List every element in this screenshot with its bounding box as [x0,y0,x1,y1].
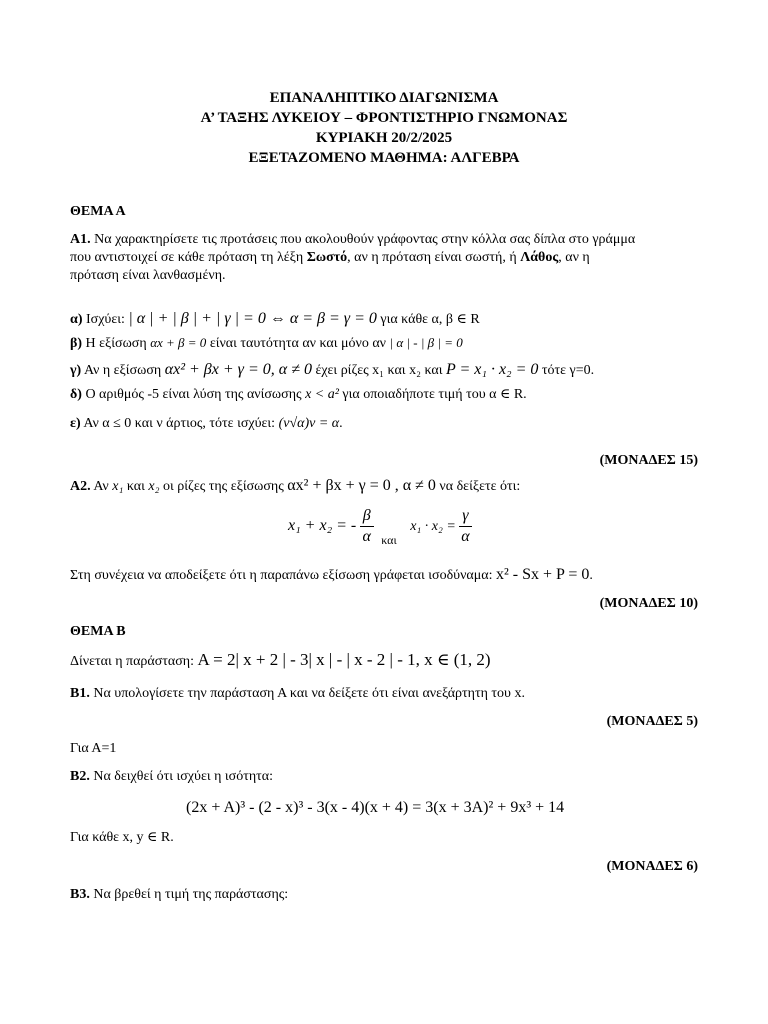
item-d-label: δ) [70,387,82,402]
a1-item-a [70,310,480,329]
b2-for-all: Για κάθε x, y ∈ R. [70,830,174,845]
a2-post: να δείξετε ότι: [439,479,521,494]
vieta-prod-numerator: γ [459,506,471,527]
thema-b-title: ΘΕΜΑ Β [70,624,126,639]
vieta-sum-numerator: β [360,506,374,527]
a1-label: Α1. [70,232,91,247]
a2-pre: Αν [93,479,109,494]
vieta-sum-lhs: x₁ + x₂ = - [288,517,357,534]
b1-label: Β1. [70,686,90,701]
a1-points: (ΜΟΝΑΔΕΣ 15) [599,453,698,468]
a2-points: (ΜΟΝΑΔΕΣ 10) [599,596,698,611]
vieta-prod-denominator: α [461,528,470,546]
item-a-pre: Ισχύει: [85,312,125,327]
item-c-label: γ) [70,363,82,378]
a2-mid: οι ρίζες της εξίσωσης [163,479,284,494]
b1-text: Να υπολογίσετε την παράσταση Α και να δείξετε ότι είναι ανεξάρτητη του x. [93,686,525,701]
item-a-label: α) [70,312,83,327]
a2-x1: x₁ [112,479,124,494]
a1-word-wrong: Λάθος [520,250,559,265]
a1-item-e [70,415,343,433]
a1-intro-text-2c: , αν η [558,250,590,265]
item-d-formula: x < a² [305,387,339,402]
given-formula: Α = 2| x + 2 | - 3| x | - | x - 2 | - 1, x ∈ (1, 2) [197,650,491,669]
b1-points: (ΜΟΝΑΔΕΣ 5) [606,714,698,729]
a1-item-d [70,386,527,404]
vieta-sum-denominator: α [362,528,371,546]
vieta-prod-fraction [459,506,471,547]
item-d-post: για οποιαδήποτε τιμή του α ∈ R. [342,387,527,402]
a1-word-correct: Σωστό [306,250,348,265]
item-e-pre: Αν α ≤ 0 και ν άρτιος, τότε ισχύει: [83,416,276,431]
item-b-pre: Η εξίσωση [85,336,147,351]
b2-label: Β2. [70,769,90,784]
thema-a-title: ΘΕΜΑ Α [70,204,126,219]
vieta-formulas [288,506,472,560]
a1-intro-text-2b: , αν η πρόταση είναι σωστή, ή [347,250,521,265]
b2-statement [70,768,273,786]
a2-statement [70,477,520,496]
item-a-formula: | α | + | β | + | γ | = 0 ⇔ α = β = γ = 0 [128,310,377,327]
b1-statement [70,685,525,703]
vieta-prod-lhs: x₁ · x₂ = [410,519,456,534]
vieta-kai: και [381,533,397,547]
thema-b-given [70,651,491,671]
b3-label: Β3. [70,887,90,902]
header-line-subject: ΕΞΕΤΑΖΟΜΕΝΟ ΜΑΘΗΜΑ: ΑΛΓΕΒΡΑ [248,150,520,166]
a2-x2: x₂ [148,479,160,494]
a1-item-b [70,334,463,353]
a2-continuation [70,566,593,585]
item-a-post: για κάθε α, β ∈ R [380,312,480,327]
item-c-formula-2: P = x₁ · x₂ = 0 [446,361,539,378]
b2-identity-formula: (2x + A)³ - (2 - x)³ - 3(x - 4)(x + 4) = 3(x + 3A)² + 9x³ + 14 [186,799,565,816]
b2-identity [186,797,564,820]
a1-item-c [70,361,594,380]
a1-intro-line3: πρόταση είναι λανθασμένη. [70,268,226,283]
header-line-class: Α’ ΤΑΞΗΣ ΛΥΚΕΙΟΥ – ΦΡΟΝΤΙΣΤΗΡΙΟ ΓΝΩΜΟΝΑΣ [200,110,568,126]
item-b-label: β) [70,336,83,351]
b3-text: Να βρεθεί η τιμή της παράστασης: [93,887,289,902]
item-b-formula: αx + β = 0 [150,335,207,350]
item-b-formula-2: | α | - | β | = 0 [389,335,463,350]
header-line-title: ΕΠΑΝΑΛΗΠΤΙΚΟ ΔΙΑΓΩΝΙΣΜΑ [269,90,499,106]
b2-points: (ΜΟΝΑΔΕΣ 6) [606,859,698,874]
b2-text: Να δειχθεί ότι ισχύει η ισότητα: [93,769,274,784]
a2-equation: αx² + βx + γ = 0 , α ≠ 0 [287,477,436,494]
a2-cont-pre: Στη συνέχεια να αποδείξετε ότι η παραπάνω εξίσωση γράφεται ισοδύναμα: [70,568,493,583]
a2-cont-equation: x² - Sx + P = 0 [496,566,590,583]
item-e-label: ε) [70,416,81,431]
item-d-pre: Ο αριθμός -5 είναι λύση της ανίσωσης [85,387,302,402]
a1-intro-line2 [70,249,590,267]
item-e-post: . [339,416,343,431]
a2-and: και [126,479,145,494]
a1-intro-text-2a: που αντιστοιχεί σε κάθε πρόταση τη λέξη [70,250,307,265]
header-line-date: ΚΥΡΙΑΚΗ 20/2/2025 [315,130,453,146]
vieta-sum-fraction [360,506,374,547]
item-c-mid: έχει ρίζες x₁ και x₂ και [315,363,443,378]
item-e-formula: (ν√α)ν = α [278,416,340,431]
given-pre: Δίνεται η παράσταση: [70,654,195,669]
a1-intro-line1 [70,231,635,249]
a2-cont-post: . [589,568,593,583]
a2-label: Α2. [70,479,91,494]
item-c-formula: αx² + βx + γ = 0, α ≠ 0 [164,361,312,378]
for-a-equals: Για Α=1 [70,741,117,756]
a1-intro-text-1: Να χαρακτηρίσετε τις προτάσεις που ακολουθούν γράφοντας στην κόλλα σας δίπλα στο γράμμα [94,232,636,247]
item-c-post: τότε γ=0. [541,363,595,378]
item-b-mid: είναι ταυτότητα αν και μόνο αν [209,336,387,351]
item-c-pre: Αν η εξίσωση [83,363,162,378]
b3-statement [70,886,288,904]
